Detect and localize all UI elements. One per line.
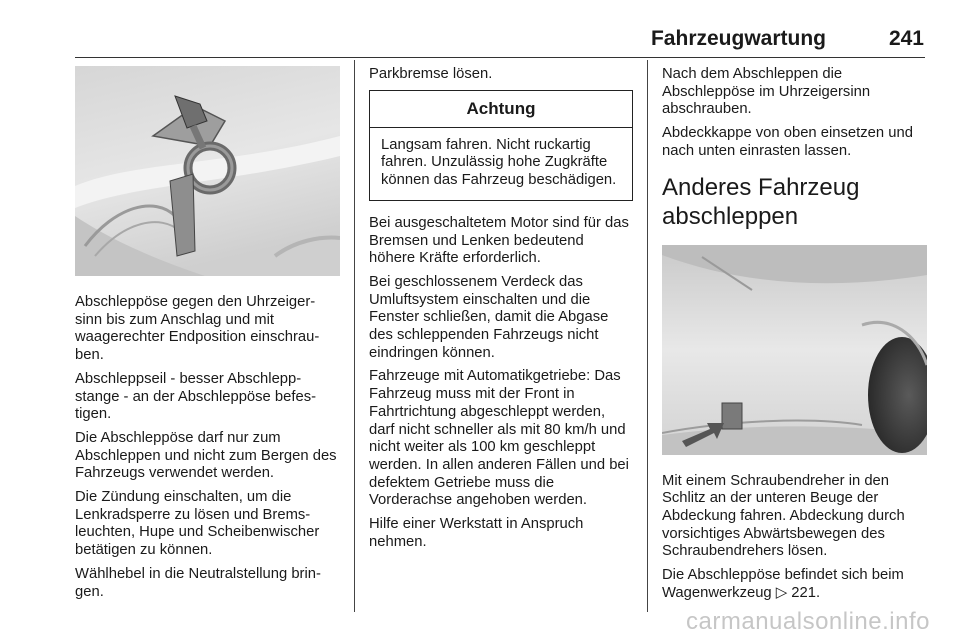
paragraph: Abschleppöse gegen den Uhrzeiger-sinn bis zum Anschlag und mit waagerechter Endposition einschrau-ben. [75,294,320,364]
column-left [75,66,340,607]
paragraph: Hilfe einer Werkstatt in Anspruch nehmen. [369,516,584,550]
paragraph: Die Zündung einschalten, um die Lenkradsperre zu lösen und Brems-leuchten, Hupe und Scheibenwischer betätigen zu können. [75,489,320,559]
paragraph: Abdeckkappe von oben einsetzen und nach unten einrasten lassen. [662,125,913,159]
column-divider [354,60,355,612]
paragraph: Bei ausgeschaltetem Motor sind für das Bremsen und Lenken bedeutend höhere Kräfte erforderlich. [369,214,629,267]
column-divider [647,60,648,612]
column-middle [369,66,633,557]
section-heading: Anderes Fahrzeug abschleppen [662,173,860,230]
header-rule [75,57,925,58]
paragraph: Die Abschleppöse darf nur zum Abschleppen und nicht zum Bergen des Fahrzeugs verwendet werden. [75,429,337,482]
paragraph: Fahrzeuge mit Automatikgetriebe: Das Fahrzeug muss mit der Front in Fahrtrichtung abgeschleppt werden, darf nicht schneller als mit 80 km/h und nicht weiter als 100 km geschleppt werden. In allen anderen Fällen und bei defektem Getriebe muss die Vorderachse angehoben werden. [369,368,629,509]
towing-eye-illustration [75,66,340,276]
paragraph: Die Abschleppöse befindet sich beim Wagenwerkzeug ▷ 221. [662,567,904,601]
page-number: 241 [888,27,924,50]
paragraph: Wählhebel in die Neutralstellung brin-gen. [75,565,321,600]
column-right [662,66,927,608]
warning-text: Langsam fahren. Nicht ruckartig fahren. Unzulässig hohe Zugkräfte können das Fahrzeug beschädigen. [381,136,617,189]
chapter-title: Fahrzeugwartung [650,27,826,50]
paragraph: Mit einem Schraubendreher in den Schlitz an der unteren Beuge der Abdeckung fahren. Abdeckung durch vorsichtiges Abwärtsbewegen des Schraubendrehers lösen. [662,472,905,560]
rear-bumper-illustration [662,245,927,455]
paragraph: Nach dem Abschleppen die Abschleppöse im Uhrzeigersinn abschrauben. [662,66,871,118]
rear-bumper-icon [662,245,927,455]
watermark-text: carmanualsonline.info [686,608,930,635]
paragraph: Parkbremse lösen. [369,66,493,82]
warning-box [369,90,633,201]
towing-eye-icon [75,66,340,276]
warning-title: Achtung [370,91,632,128]
paragraph: Bei geschlossenem Verdeck das Umluftsystem einschalten und die Fenster schließen, damit die Abgase des schleppenden Fahrzeugs nicht eindringen können. [369,273,609,361]
paragraph: Abschleppseil - besser Abschlepp-stange - an der Abschleppöse befes-tigen. [75,370,317,423]
